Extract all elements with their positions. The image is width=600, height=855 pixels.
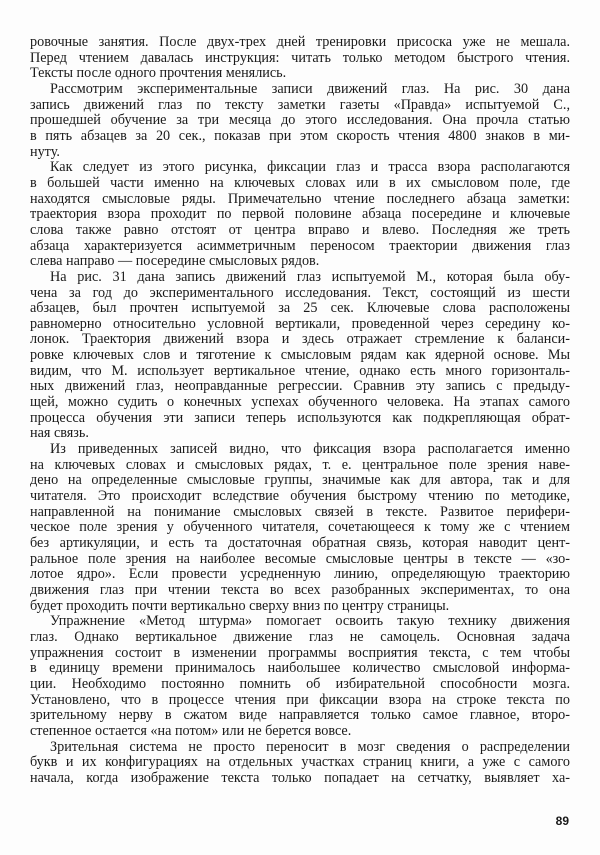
text-line: ная связь. [30,425,89,442]
text-line: процесса обучения эти записи теперь используются как подкрепляющая обрат- [30,409,570,426]
page-number: 89 [555,814,569,828]
paragraph [30,740,570,787]
text-line: упражнения состоит в изменении программы восприятия текста, с тем чтобы [30,644,570,661]
text-line: траектория взора проходит по первой половине абзаца посередине и ключевые [30,206,570,223]
text-line: Упражнение «Метод штурма» помогает освоить такую технику движения [50,613,570,630]
text-line: направленной на понимание смысловых связей в тексте. Развитое перифери- [30,503,570,520]
text-line: абзацев, был прочтен испытуемой за 25 сек. Ключевые слова расположены [30,300,570,317]
text-line: лотое ядро». Если провести усредненную линию, определяющую траекторию [30,566,570,583]
text-line: букв и их конфигурациях на отдельных участках страниц книги, а уже с самого [30,754,570,771]
text-line: ральное поле зрения на наиболее весомые смысловые центры в тексте — «зо- [30,550,570,567]
text-line: ровочные занятия. После двух-трех дней тренировки присоска уже не мешала. [30,34,570,50]
text-line: зрительному нерву в сжатом виде направляется только самое главное, второ- [30,707,570,724]
text-line: видим, что М. использует вертикальное чтение, однако есть много горизонталь- [30,362,570,379]
text-line: на ключевых словах и смысловых рядах, т. е. центральное поле зрения наве- [30,456,570,473]
text-line: прошедшей обучение за три месяца до этого исследования. Она прочла статью [30,112,570,129]
text-line: Из приведенных записей видно, что фиксация взора располагается именно [50,441,570,458]
text-line: равномерно относительно условной вертикали, проведенной через середину ко- [30,315,570,332]
paragraph [30,35,570,82]
text-line: лонок. Траектория движений взора и здесь отражает стремление к баланси- [30,331,570,348]
text-line: Перед чтением давалась инструкция: читать только методом быстрого чтения. [30,49,570,66]
text-line: ных движений глаз, неоправданные регрессии. Сравнив эту запись с предыду- [30,378,570,395]
body-text [30,35,570,787]
paragraph [30,270,570,442]
text-line: находятся смысловые ряды. Примечательно чтение последнего абзаца заметки: [30,190,570,207]
text-line: Зрительная система не просто переносит в мозг сведения о распределении [50,738,570,755]
text-line: будет проходить почти вертикально сверху вниз по центру страницы. [30,597,450,614]
paragraph [30,160,570,270]
text-line: без артикуляции, и есть та достаточная обратная связь, которая наводит цент- [30,535,570,551]
paragraph [30,442,570,614]
text-line: щей, можно судить о конечных успехах обученного человека. На этапах самого [30,394,570,411]
text-line: нуту. [30,143,60,160]
text-line: в единицу времени принималось наибольшее количество смысловой информа- [30,660,570,677]
text-line: в пять абзацев за 20 сек., показав при этом скорость чтения 4800 знаков в ми- [30,127,570,144]
text-line: ческое поле зрения у обученного читателя, сочетающееся к тому же с чтением [30,519,570,536]
text-line: Как следует из этого рисунка, фиксации глаз и трасса взора располагаются [50,159,570,176]
text-line: степенное остается «на потом» или не берется вовсе. [30,722,352,739]
text-line: начала, когда изображение текста только попадает на сетчатку, выявляет ха- [30,769,570,786]
text-line: абзаца характеризуется асимметричным переносом траектории движения глаз [30,237,570,254]
text-line: слева направо — посередине смысловых рядов. [30,253,320,270]
text-line: ровке ключевых слов и тяготение к смысловым рядам как ядерной основе. Мы [30,347,570,364]
text-line: слова также равно отстоят от центра вправо и влево. Последняя же треть [30,221,570,238]
text-line: движения глаз при чтении текста во всех разобранных экспериментах, то она [30,581,570,598]
text-line: читателя. Это происходит вследствие обучения быстрому чтению по методике, [30,488,570,505]
text-line: ции. Необходимо постоянно помнить об избирательной способности мозга. [30,675,570,692]
paragraph [30,82,570,160]
text-line: запись движений глаз по тексту заметки газеты «Правда» испытуемой С., [30,96,570,113]
paragraph [30,614,570,739]
text-line: На рис. 31 дана запись движений глаз испытуемой М., которая была обу- [50,268,570,285]
text-line: глаз. Однако вертикальное движение глаз не самоцель. Основная задача [30,628,570,645]
text-line: в большей части именно на ключевых словах или в их смысловом поле, где [30,174,570,191]
text-line: дено на определенные смысловые группы, значимые как для автора, так и для [30,472,570,489]
text-line: Рассмотрим экспериментальные записи движений глаз. На рис. 30 дана [50,80,570,97]
text-line: чена за год до экспериментального исследования. Текст, состоящий из шести [30,284,570,301]
text-line: Установлено, что в процессе чтения при фиксации взора на строке текста по [30,691,570,708]
text-line: Тексты после одного прочтения менялись. [30,65,287,82]
